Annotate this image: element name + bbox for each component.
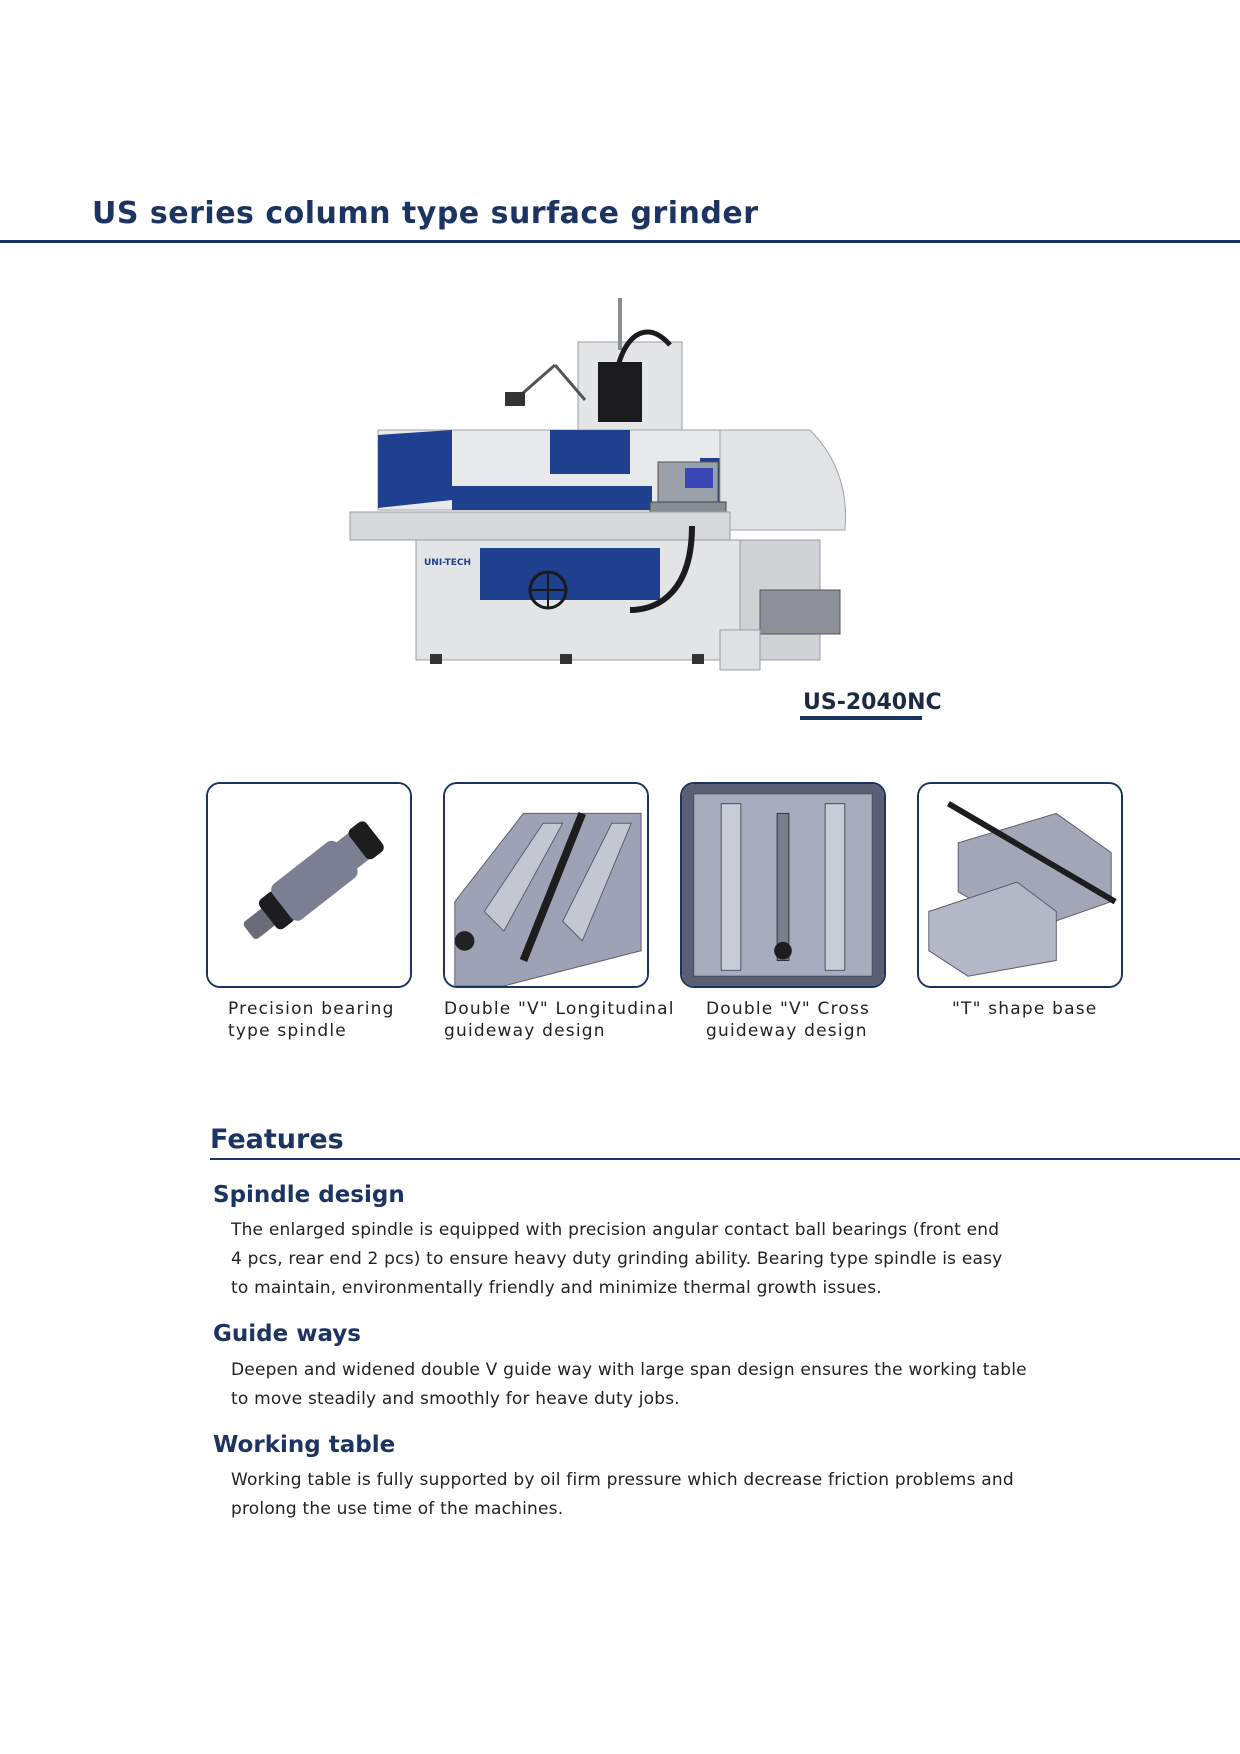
card-caption-spindle: Precision bearing type spindle: [228, 999, 395, 1041]
feature-card-t-base: [917, 782, 1123, 988]
card-caption-longitudinal: Double "V" Longitudinal guideway design: [444, 999, 675, 1041]
feature-card-spindle: [206, 782, 412, 988]
feature-card-cross: [680, 782, 886, 988]
model-underline: [800, 716, 922, 720]
section-title-working-table: Working table: [213, 1432, 396, 1458]
features-divider: [210, 1158, 1240, 1160]
section-body-working-table: Working table is fully supported by oil firm pressure which decrease friction problems and prolong the use time of the machines.: [231, 1470, 1014, 1519]
cross-guideway-icon: [682, 784, 884, 986]
spindle-icon: [208, 784, 410, 986]
card-caption-t-base: "T" shape base: [952, 999, 1098, 1019]
section-body-guide-ways: Deepen and widened double V guide way with large span design ensures the working table to move steadily and smoothly for heave duty jobs.: [231, 1360, 1027, 1409]
feature-card-longitudinal: [443, 782, 649, 988]
longitudinal-guideway-icon: [445, 784, 647, 986]
section-title-spindle: Spindle design: [213, 1182, 405, 1208]
page-title: US series column type surface grinder: [92, 196, 759, 231]
machine-photo: [340, 290, 900, 690]
features-heading: Features: [210, 1124, 344, 1155]
section-title-guide-ways: Guide ways: [213, 1321, 361, 1347]
model-name: US-2040NC: [803, 690, 942, 715]
card-caption-cross: Double "V" Cross guideway design: [706, 999, 871, 1041]
brand-logo: UNI-TECH: [424, 558, 472, 568]
title-divider: [0, 240, 1240, 243]
section-body-spindle: The enlarged spindle is equipped with precision angular contact ball bearings (front end 4 pcs, rear end 2 pcs) to ensure heavy duty grinding ability. Bearing type spindle is easy to maintain, environmentally friendly and minimize thermal growth issues.: [231, 1220, 1003, 1298]
t-base-icon: [919, 784, 1121, 986]
